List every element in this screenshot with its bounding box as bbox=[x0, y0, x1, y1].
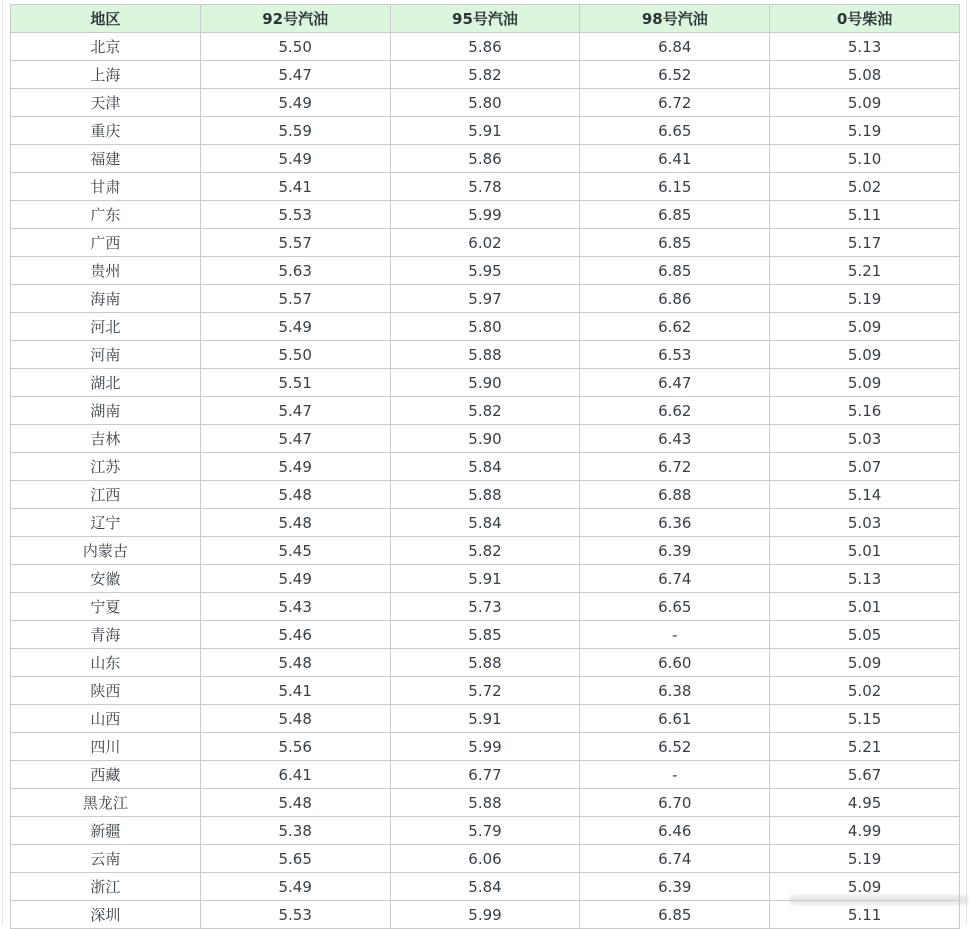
region-cell: 陕西 bbox=[11, 677, 201, 705]
price-cell: 6.72 bbox=[580, 453, 770, 481]
price-cell: 6.84 bbox=[580, 33, 770, 61]
price-cell: 5.21 bbox=[770, 733, 960, 761]
region-cell: 河南 bbox=[11, 341, 201, 369]
table-row bbox=[11, 61, 960, 89]
price-cell: 5.01 bbox=[770, 537, 960, 565]
price-cell: 5.19 bbox=[770, 845, 960, 873]
price-cell: 5.51 bbox=[200, 369, 390, 397]
region-cell: 贵州 bbox=[11, 257, 201, 285]
price-cell: 5.21 bbox=[770, 257, 960, 285]
fuel-price-table bbox=[10, 4, 960, 929]
price-cell: 5.88 bbox=[390, 341, 580, 369]
region-cell: 新疆 bbox=[11, 817, 201, 845]
price-cell: 5.65 bbox=[200, 845, 390, 873]
price-cell: 5.49 bbox=[200, 873, 390, 901]
price-cell: 5.90 bbox=[390, 425, 580, 453]
table-row bbox=[11, 593, 960, 621]
price-cell: 5.41 bbox=[200, 173, 390, 201]
price-cell: 5.86 bbox=[390, 33, 580, 61]
price-cell: 5.80 bbox=[390, 89, 580, 117]
price-cell: 6.62 bbox=[580, 313, 770, 341]
price-cell: 5.78 bbox=[390, 173, 580, 201]
price-cell: 5.13 bbox=[770, 565, 960, 593]
price-cell: 5.88 bbox=[390, 481, 580, 509]
price-cell: 5.48 bbox=[200, 789, 390, 817]
table-row bbox=[11, 425, 960, 453]
table-row bbox=[11, 341, 960, 369]
table-row bbox=[11, 397, 960, 425]
price-cell: 6.74 bbox=[580, 565, 770, 593]
region-cell: 广西 bbox=[11, 229, 201, 257]
price-cell: 6.53 bbox=[580, 341, 770, 369]
table-row bbox=[11, 733, 960, 761]
price-cell: 5.43 bbox=[200, 593, 390, 621]
price-cell: 6.74 bbox=[580, 845, 770, 873]
price-cell: 6.88 bbox=[580, 481, 770, 509]
price-cell: 5.57 bbox=[200, 285, 390, 313]
table-row bbox=[11, 33, 960, 61]
region-cell: 甘肃 bbox=[11, 173, 201, 201]
price-cell: 6.06 bbox=[390, 845, 580, 873]
price-cell: 5.05 bbox=[770, 621, 960, 649]
table-row bbox=[11, 845, 960, 873]
region-cell: 深圳 bbox=[11, 901, 201, 929]
table-row bbox=[11, 313, 960, 341]
price-cell: 5.47 bbox=[200, 61, 390, 89]
price-cell: 5.49 bbox=[200, 313, 390, 341]
price-cell: 6.41 bbox=[200, 761, 390, 789]
price-cell: 5.09 bbox=[770, 369, 960, 397]
price-cell: 5.86 bbox=[390, 145, 580, 173]
price-cell: 5.45 bbox=[200, 537, 390, 565]
price-cell: 5.11 bbox=[770, 901, 960, 929]
table-row bbox=[11, 453, 960, 481]
price-cell: 6.65 bbox=[580, 593, 770, 621]
price-cell: 5.08 bbox=[770, 61, 960, 89]
price-cell: 6.60 bbox=[580, 649, 770, 677]
price-cell: 5.88 bbox=[390, 789, 580, 817]
price-cell: 6.61 bbox=[580, 705, 770, 733]
price-cell: 5.84 bbox=[390, 509, 580, 537]
table-header-row bbox=[11, 5, 960, 33]
price-cell: 5.07 bbox=[770, 453, 960, 481]
price-cell: 5.47 bbox=[200, 425, 390, 453]
table-row bbox=[11, 761, 960, 789]
region-cell: 福建 bbox=[11, 145, 201, 173]
price-cell: 5.19 bbox=[770, 117, 960, 145]
price-cell: 5.67 bbox=[770, 761, 960, 789]
price-cell: 5.10 bbox=[770, 145, 960, 173]
table-row bbox=[11, 481, 960, 509]
price-cell: 5.50 bbox=[200, 33, 390, 61]
price-cell: 6.70 bbox=[580, 789, 770, 817]
price-cell: 5.09 bbox=[770, 313, 960, 341]
price-cell: 5.46 bbox=[200, 621, 390, 649]
price-cell: 5.09 bbox=[770, 873, 960, 901]
price-cell: 5.82 bbox=[390, 537, 580, 565]
price-cell: 5.84 bbox=[390, 873, 580, 901]
price-cell: 6.38 bbox=[580, 677, 770, 705]
region-cell: 北京 bbox=[11, 33, 201, 61]
price-cell: 6.85 bbox=[580, 901, 770, 929]
region-cell: 天津 bbox=[11, 89, 201, 117]
region-cell: 辽宁 bbox=[11, 509, 201, 537]
price-cell: 5.59 bbox=[200, 117, 390, 145]
table-row bbox=[11, 901, 960, 929]
table-row bbox=[11, 509, 960, 537]
price-cell: 5.01 bbox=[770, 593, 960, 621]
price-cell: 5.91 bbox=[390, 705, 580, 733]
price-cell: 5.13 bbox=[770, 33, 960, 61]
price-cell: 5.48 bbox=[200, 509, 390, 537]
container-left-border bbox=[2, 0, 3, 925]
table-row bbox=[11, 201, 960, 229]
region-cell: 上海 bbox=[11, 61, 201, 89]
price-cell: 5.03 bbox=[770, 425, 960, 453]
region-cell: 内蒙古 bbox=[11, 537, 201, 565]
region-cell: 黑龙江 bbox=[11, 789, 201, 817]
price-cell: 5.99 bbox=[390, 733, 580, 761]
table-header bbox=[11, 5, 960, 33]
price-cell: 5.73 bbox=[390, 593, 580, 621]
table-row bbox=[11, 705, 960, 733]
table-row bbox=[11, 173, 960, 201]
price-cell: 5.48 bbox=[200, 481, 390, 509]
price-cell: 5.99 bbox=[390, 201, 580, 229]
price-cell: 5.49 bbox=[200, 565, 390, 593]
price-cell: 5.63 bbox=[200, 257, 390, 285]
price-cell: 6.36 bbox=[580, 509, 770, 537]
table-row bbox=[11, 117, 960, 145]
price-cell: - bbox=[580, 761, 770, 789]
region-cell: 山东 bbox=[11, 649, 201, 677]
price-cell: 5.99 bbox=[390, 901, 580, 929]
table-body bbox=[11, 33, 960, 929]
price-cell: 5.49 bbox=[200, 145, 390, 173]
price-cell: 6.52 bbox=[580, 61, 770, 89]
table-row bbox=[11, 677, 960, 705]
price-cell: 5.90 bbox=[390, 369, 580, 397]
price-cell: 5.38 bbox=[200, 817, 390, 845]
price-cell: 6.02 bbox=[390, 229, 580, 257]
column-header-1: 92号汽油 bbox=[200, 5, 390, 33]
price-cell: 5.91 bbox=[390, 117, 580, 145]
price-cell: 6.72 bbox=[580, 89, 770, 117]
price-cell: 5.15 bbox=[770, 705, 960, 733]
region-cell: 宁夏 bbox=[11, 593, 201, 621]
price-cell: 5.80 bbox=[390, 313, 580, 341]
price-cell: 5.14 bbox=[770, 481, 960, 509]
price-cell: 6.43 bbox=[580, 425, 770, 453]
price-cell: 6.85 bbox=[580, 229, 770, 257]
region-cell: 重庆 bbox=[11, 117, 201, 145]
price-cell: 6.85 bbox=[580, 201, 770, 229]
price-cell: 5.85 bbox=[390, 621, 580, 649]
table-row bbox=[11, 229, 960, 257]
price-cell: 5.19 bbox=[770, 285, 960, 313]
price-cell: 5.84 bbox=[390, 453, 580, 481]
price-cell: 4.99 bbox=[770, 817, 960, 845]
price-cell: 5.56 bbox=[200, 733, 390, 761]
price-cell: 5.48 bbox=[200, 705, 390, 733]
price-cell: 5.41 bbox=[200, 677, 390, 705]
price-cell: 6.15 bbox=[580, 173, 770, 201]
column-header-4: 0号柴油 bbox=[770, 5, 960, 33]
region-cell: 青海 bbox=[11, 621, 201, 649]
region-cell: 河北 bbox=[11, 313, 201, 341]
region-cell: 山西 bbox=[11, 705, 201, 733]
region-cell: 云南 bbox=[11, 845, 201, 873]
price-cell: 5.79 bbox=[390, 817, 580, 845]
price-cell: 5.11 bbox=[770, 201, 960, 229]
price-cell: 5.72 bbox=[390, 677, 580, 705]
price-cell: 5.57 bbox=[200, 229, 390, 257]
price-cell: 6.41 bbox=[580, 145, 770, 173]
price-cell: 6.39 bbox=[580, 873, 770, 901]
region-cell: 西藏 bbox=[11, 761, 201, 789]
price-cell: 5.49 bbox=[200, 89, 390, 117]
region-cell: 吉林 bbox=[11, 425, 201, 453]
region-cell: 海南 bbox=[11, 285, 201, 313]
price-cell: 6.39 bbox=[580, 537, 770, 565]
price-cell: 5.02 bbox=[770, 677, 960, 705]
price-cell: - bbox=[580, 621, 770, 649]
price-cell: 6.86 bbox=[580, 285, 770, 313]
price-cell: 6.46 bbox=[580, 817, 770, 845]
price-cell: 5.16 bbox=[770, 397, 960, 425]
region-cell: 广东 bbox=[11, 201, 201, 229]
price-cell: 5.48 bbox=[200, 649, 390, 677]
price-cell: 5.09 bbox=[770, 649, 960, 677]
price-cell: 5.82 bbox=[390, 61, 580, 89]
price-cell: 6.52 bbox=[580, 733, 770, 761]
price-cell: 5.09 bbox=[770, 341, 960, 369]
column-header-0: 地区 bbox=[11, 5, 201, 33]
region-cell: 浙江 bbox=[11, 873, 201, 901]
container-right-border bbox=[966, 0, 967, 925]
price-cell: 5.91 bbox=[390, 565, 580, 593]
price-cell: 5.53 bbox=[200, 901, 390, 929]
table-row bbox=[11, 621, 960, 649]
price-cell: 5.95 bbox=[390, 257, 580, 285]
price-cell: 5.50 bbox=[200, 341, 390, 369]
price-cell: 5.02 bbox=[770, 173, 960, 201]
price-cell: 6.77 bbox=[390, 761, 580, 789]
region-cell: 湖北 bbox=[11, 369, 201, 397]
table-row bbox=[11, 145, 960, 173]
price-cell: 5.03 bbox=[770, 509, 960, 537]
price-cell: 5.88 bbox=[390, 649, 580, 677]
table-row bbox=[11, 873, 960, 901]
table-row bbox=[11, 285, 960, 313]
price-cell: 5.82 bbox=[390, 397, 580, 425]
price-cell: 5.17 bbox=[770, 229, 960, 257]
table-row bbox=[11, 789, 960, 817]
region-cell: 湖南 bbox=[11, 397, 201, 425]
price-cell: 4.95 bbox=[770, 789, 960, 817]
price-cell: 6.85 bbox=[580, 257, 770, 285]
price-cell: 6.47 bbox=[580, 369, 770, 397]
price-cell: 5.49 bbox=[200, 453, 390, 481]
region-cell: 四川 bbox=[11, 733, 201, 761]
price-cell: 5.97 bbox=[390, 285, 580, 313]
column-header-3: 98号汽油 bbox=[580, 5, 770, 33]
table-row bbox=[11, 369, 960, 397]
table-row bbox=[11, 817, 960, 845]
price-cell: 5.47 bbox=[200, 397, 390, 425]
price-cell: 6.65 bbox=[580, 117, 770, 145]
region-cell: 江苏 bbox=[11, 453, 201, 481]
region-cell: 安徽 bbox=[11, 565, 201, 593]
table-row bbox=[11, 649, 960, 677]
price-cell: 6.62 bbox=[580, 397, 770, 425]
region-cell: 江西 bbox=[11, 481, 201, 509]
price-cell: 5.53 bbox=[200, 201, 390, 229]
table-row bbox=[11, 537, 960, 565]
table-row bbox=[11, 89, 960, 117]
table-row bbox=[11, 565, 960, 593]
column-header-2: 95号汽油 bbox=[390, 5, 580, 33]
table-row bbox=[11, 257, 960, 285]
price-cell: 5.09 bbox=[770, 89, 960, 117]
